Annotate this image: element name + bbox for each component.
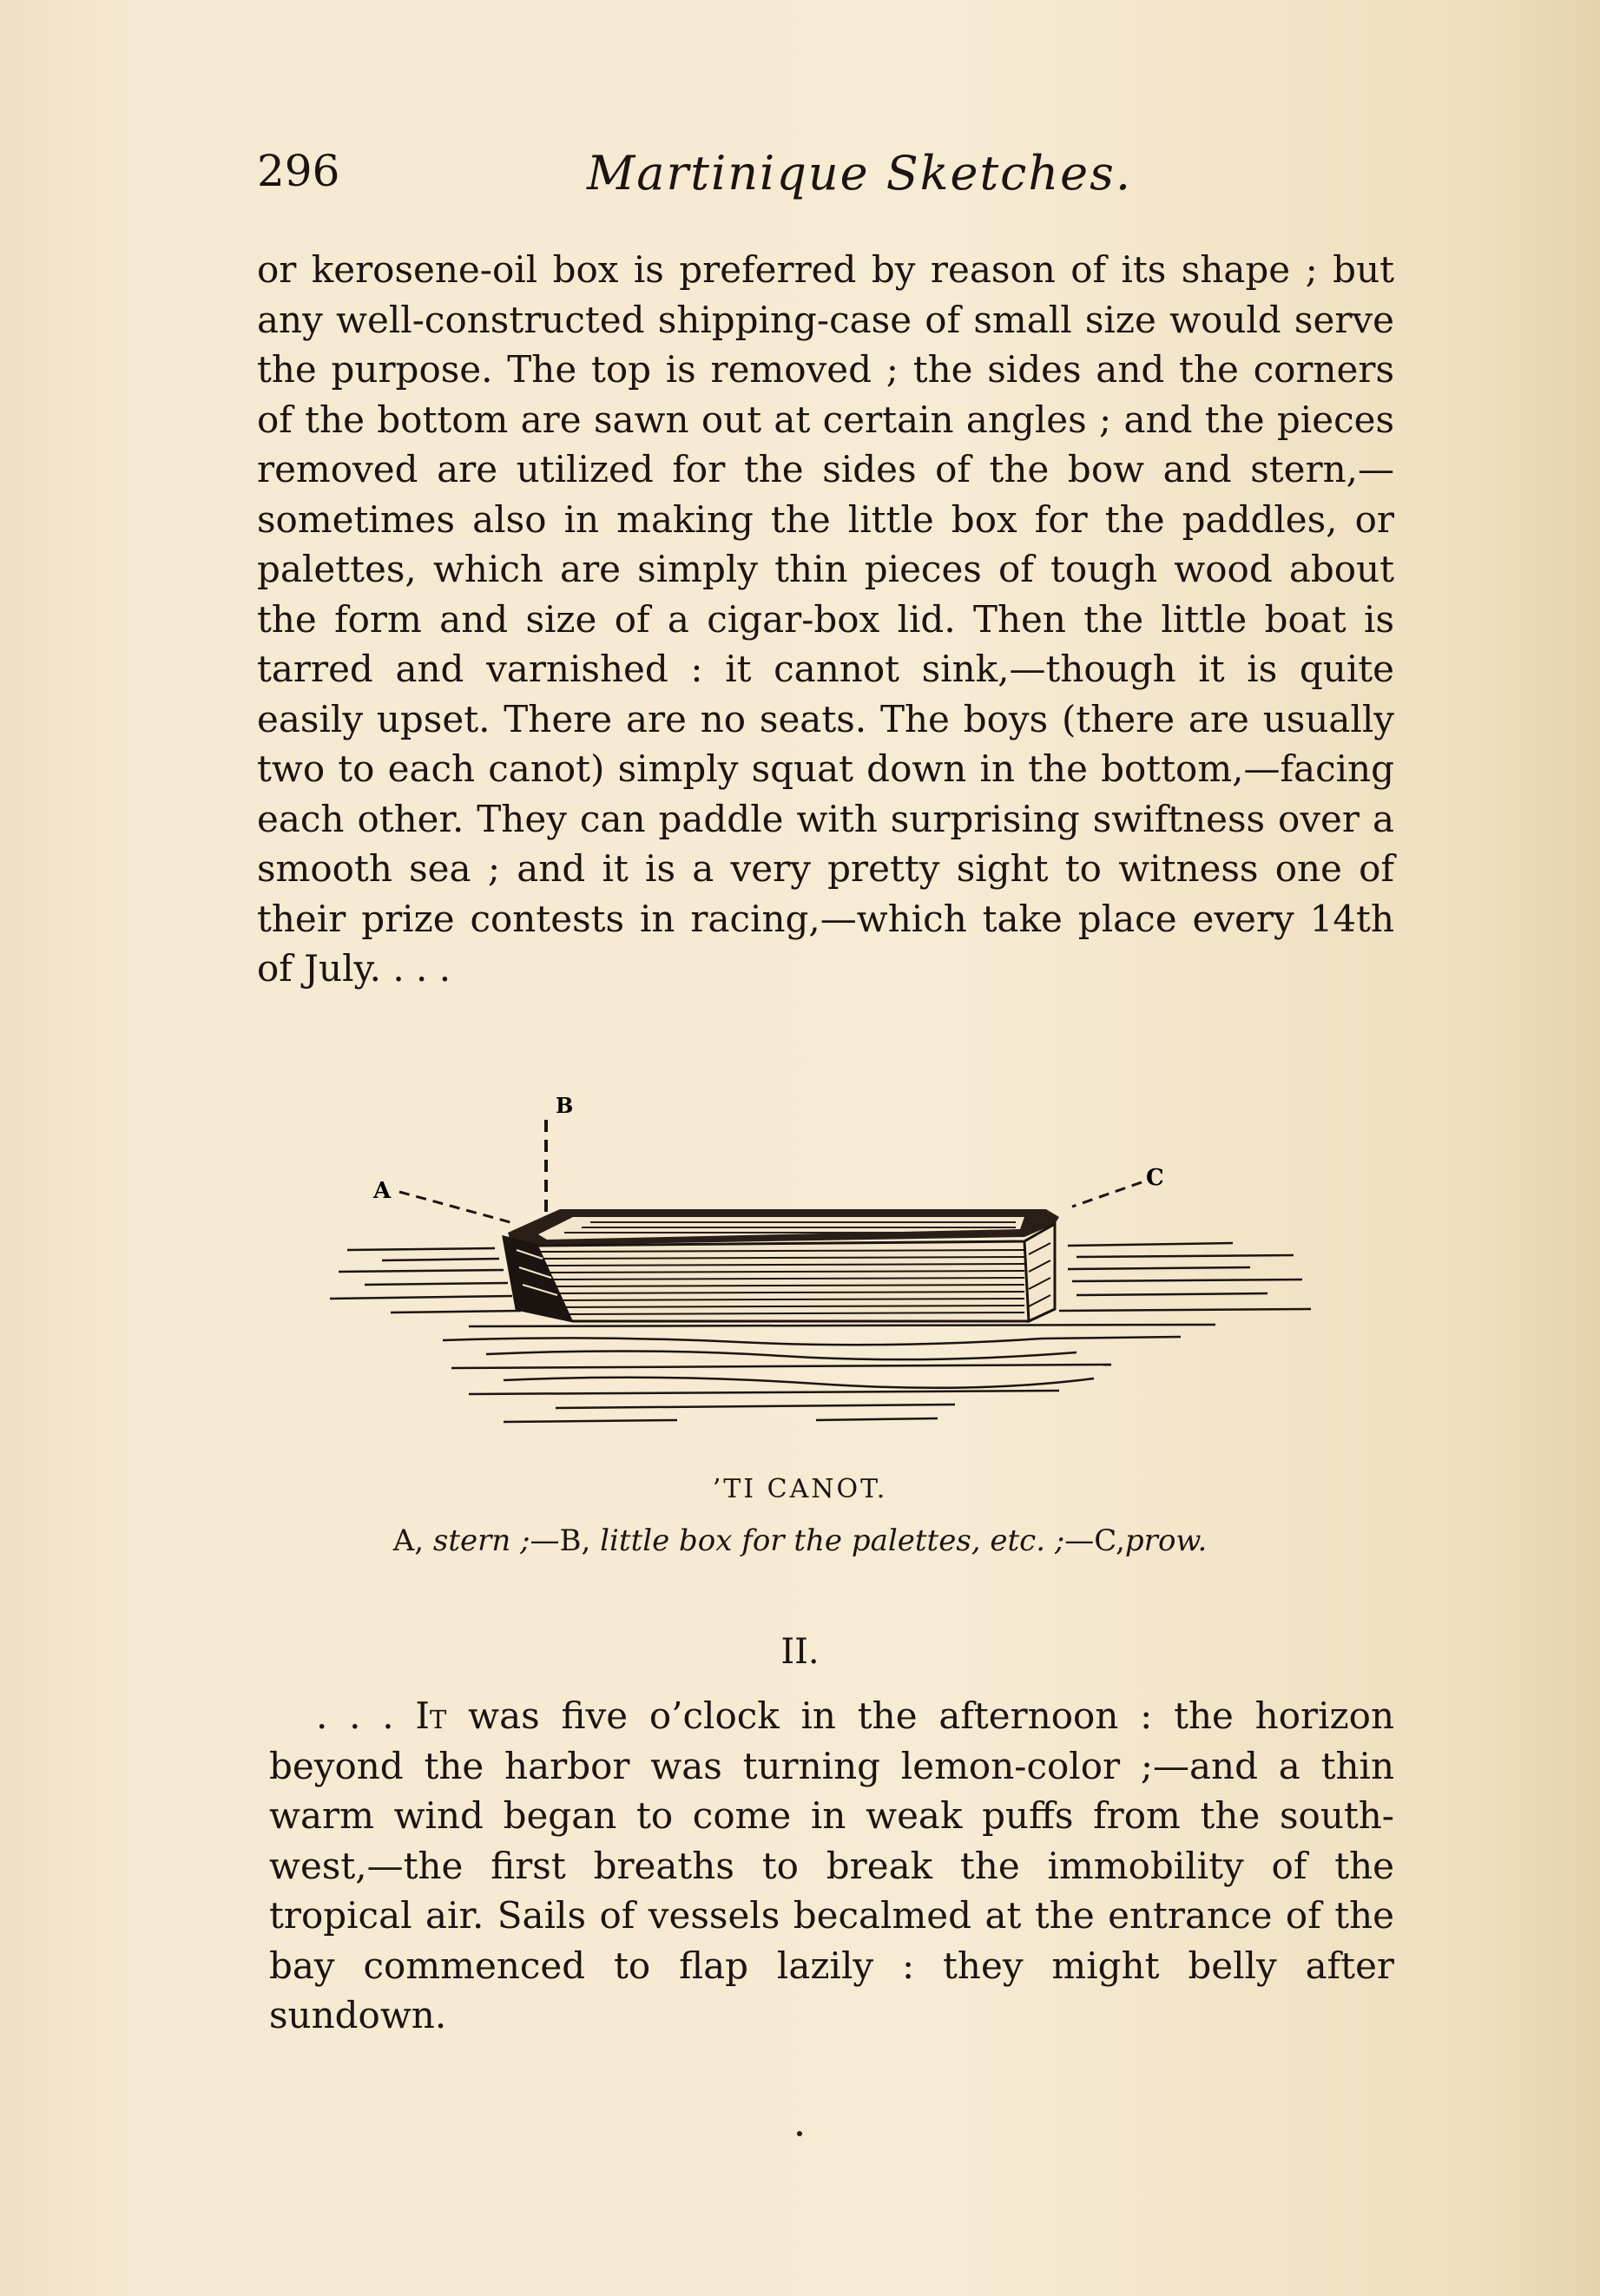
page-mark (797, 2131, 802, 2136)
caption-a-key: A, (392, 1523, 425, 1558)
label-b: B (556, 1094, 574, 1118)
figure-caption (0, 1523, 1600, 1558)
canot-illustration (330, 1094, 1320, 1467)
body-paragraph (257, 245, 1394, 994)
section-paragraph (269, 1691, 1394, 2041)
caption-c-text: prow. (1124, 1523, 1208, 1558)
section-lead: . . . (316, 1694, 416, 1737)
section-paragraph-text (269, 1691, 1394, 2041)
section-text: was five o’clock in the afternoon : the horizon beyond the harbor was turning lemon-color ;—and a thin warm wind began to come in weak puffs from the south-west,—the first breaths to break the immobility of the tropical air. Sails of vessels becalmed at the entrance of the bay commenced to flap lazily : they might belly after sundown. (269, 1694, 1394, 2036)
page-number: 296 (257, 146, 340, 196)
label-c: C (1146, 1165, 1164, 1191)
section-heading: II. (780, 1632, 820, 1672)
caption-c-key: —C, (1064, 1523, 1125, 1558)
caption-b-text: little box for the palettes, etc. ; (600, 1523, 1065, 1558)
caption-a-text: stern ; (432, 1523, 530, 1558)
boat-drawing (330, 1094, 1320, 1467)
section-first-word: It (415, 1694, 447, 1737)
running-title: Martinique Sketches. (587, 146, 1133, 201)
leader-a (399, 1192, 517, 1224)
leader-c (1072, 1182, 1142, 1207)
paragraph-text: or kerosene-oil box is preferred by reason of its shape ; but any well-constructed shipping-case of small size would serve the purpose. The top is removed ; the sides and the corners of the bottom are sawn out at certain angles ; and the pieces removed are utilized for the sides of the bow and stern,—sometimes also in making the little box for the paddles, or palettes, which are simply thin pieces of tough wood about the form and size of a cigar-box lid. Then the little boat is tarred and varnished : it cannot sink,—though it is quite easily upset. There are no seats. The boys (there are usually two to each canot) simply squat down in the bottom,—facing each other. They can paddle with surprising swiftness over a smooth sea ; and it is a very pretty sight to witness one of their prize contests in racing,—which take place every 14th of July. . . . (257, 248, 1394, 990)
label-a: A (373, 1178, 392, 1204)
figure-title: ’TI CANOT. (712, 1474, 888, 1504)
caption-b-key: —B, (530, 1523, 591, 1558)
page-header (257, 146, 1394, 207)
